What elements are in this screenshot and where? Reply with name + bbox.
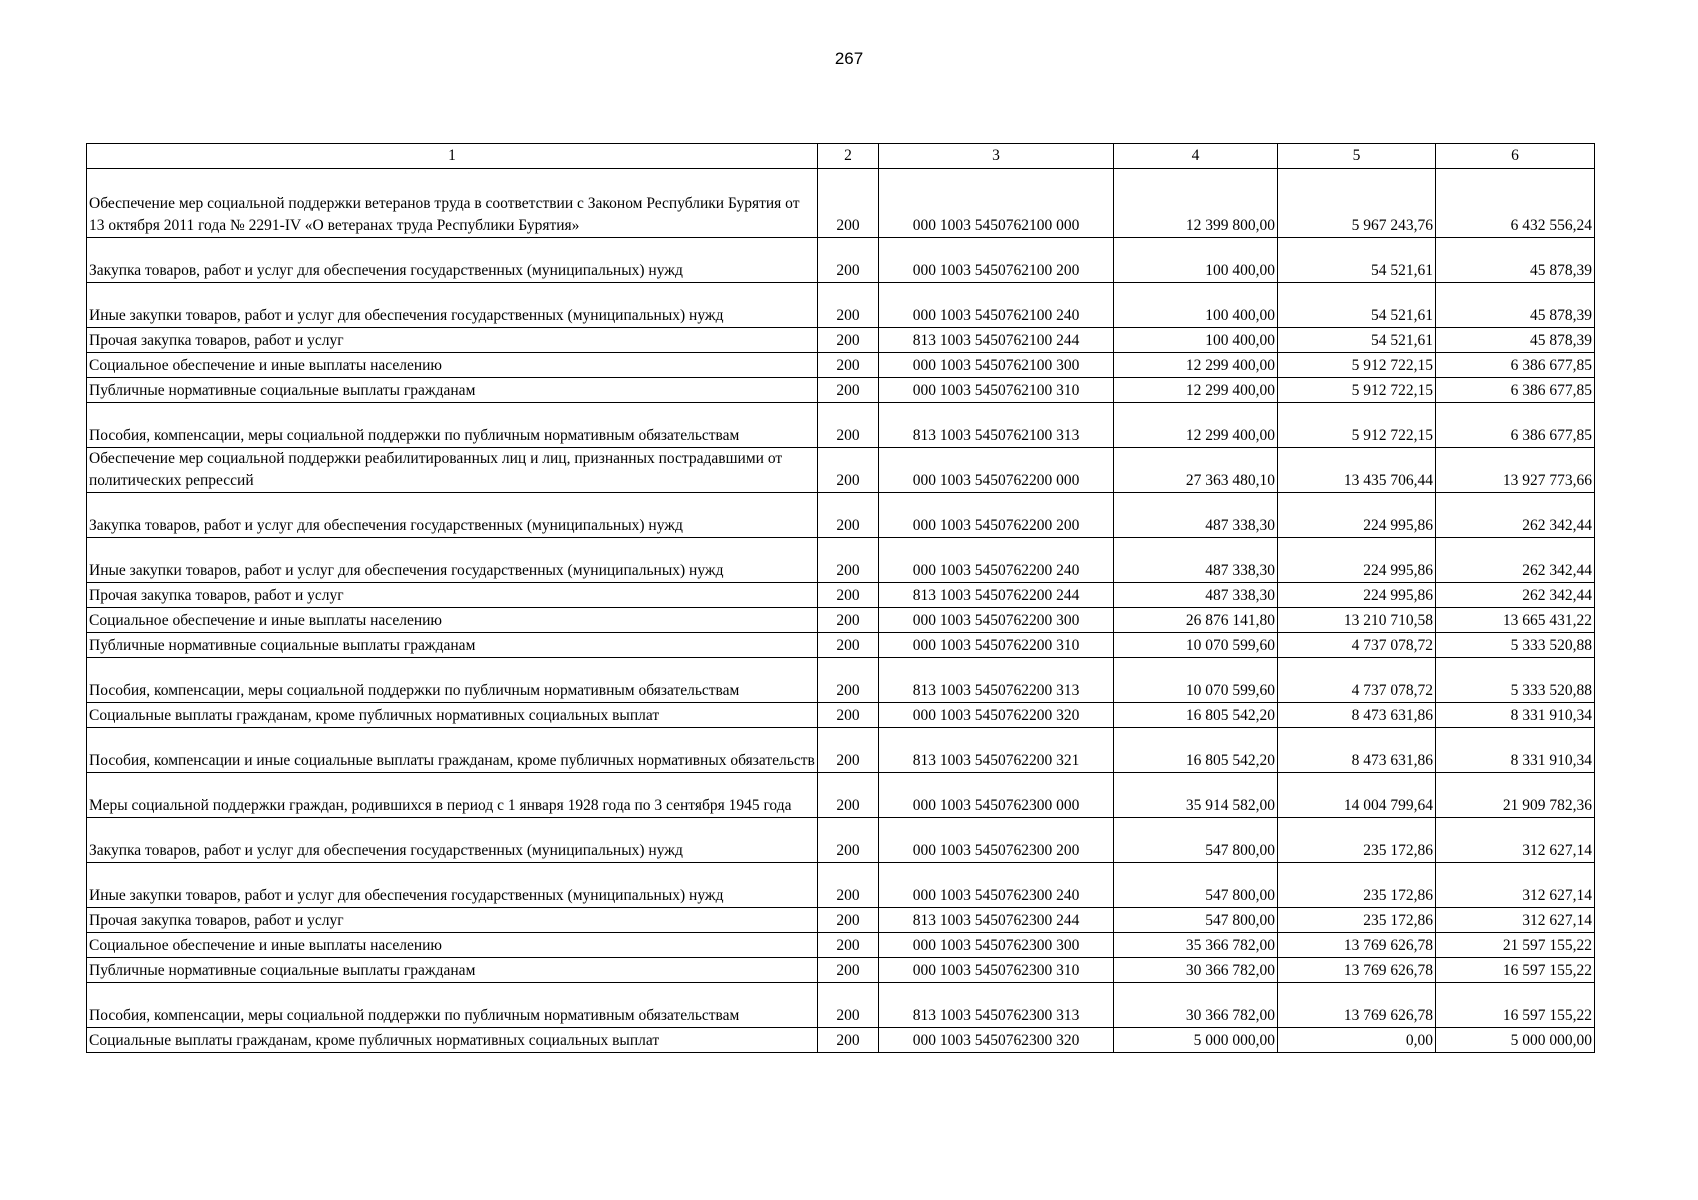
- row-amount-col6: 13 665 431,22: [1436, 608, 1595, 633]
- row-amount-col5: 235 172,86: [1278, 908, 1436, 933]
- row-type-cell: 200: [818, 353, 879, 378]
- table-row: [87, 608, 1595, 633]
- row-amount-col4: 10 070 599,60: [1114, 658, 1278, 703]
- page-number: 267: [834, 49, 864, 68]
- table-row: [87, 703, 1595, 728]
- row-amount-col5: 13 769 626,78: [1278, 933, 1436, 958]
- row-amount-col4: 547 800,00: [1114, 863, 1278, 908]
- table-row: [87, 773, 1595, 818]
- table-row: [87, 818, 1595, 863]
- row-amount-col4: 547 800,00: [1114, 908, 1278, 933]
- row-type-cell: 200: [818, 908, 879, 933]
- table-row: [87, 958, 1595, 983]
- row-name-cell: Публичные нормативные социальные выплаты гражданам: [87, 633, 818, 658]
- row-type-cell: 200: [818, 728, 879, 773]
- row-name-cell: Закупка товаров, работ и услуг для обеспечения государственных (муниципальных) нужд: [87, 493, 818, 538]
- row-amount-col5: 4 737 078,72: [1278, 658, 1436, 703]
- row-amount-col4: 100 400,00: [1114, 328, 1278, 353]
- row-amount-col5: 13 769 626,78: [1278, 983, 1436, 1028]
- row-name-cell: Обеспечение мер социальной поддержки ветеранов труда в соответствии с Законом Республики Бурятия от 13 октября 2011 года № 2291-IV «О ветеранах труда Республики Бурятия»: [87, 169, 818, 238]
- row-code-cell: 000 1003 5450762200 200: [879, 493, 1114, 538]
- row-code-cell: 000 1003 5450762300 320: [879, 1028, 1114, 1053]
- row-amount-col4: 5 000 000,00: [1114, 1028, 1278, 1053]
- row-amount-col4: 16 805 542,20: [1114, 703, 1278, 728]
- row-type-cell: 200: [818, 238, 879, 283]
- row-amount-col4: 35 366 782,00: [1114, 933, 1278, 958]
- row-name-cell: Закупка товаров, работ и услуг для обеспечения государственных (муниципальных) нужд: [87, 238, 818, 283]
- row-amount-col4: 26 876 141,80: [1114, 608, 1278, 633]
- row-name-cell: Пособия, компенсации и иные социальные выплаты гражданам, кроме публичных нормативных обязательств: [87, 728, 818, 773]
- row-code-cell: 000 1003 5450762100 240: [879, 283, 1114, 328]
- header-row: [87, 144, 1595, 169]
- column-header-5: 5: [1278, 144, 1436, 169]
- row-amount-col4: 547 800,00: [1114, 818, 1278, 863]
- row-code-cell: 813 1003 5450762200 321: [879, 728, 1114, 773]
- table-row: [87, 933, 1595, 958]
- row-amount-col4: 30 366 782,00: [1114, 983, 1278, 1028]
- table-row: [87, 983, 1595, 1028]
- row-amount-col4: 12 299 400,00: [1114, 403, 1278, 448]
- row-code-cell: 813 1003 5450762300 313: [879, 983, 1114, 1028]
- row-amount-col6: 312 627,14: [1436, 908, 1595, 933]
- row-amount-col6: 6 432 556,24: [1436, 169, 1595, 238]
- row-amount-col6: 45 878,39: [1436, 328, 1595, 353]
- row-name-cell: Публичные нормативные социальные выплаты гражданам: [87, 378, 818, 403]
- row-code-cell: 813 1003 5450762200 313: [879, 658, 1114, 703]
- row-amount-col5: 5 912 722,15: [1278, 403, 1436, 448]
- row-amount-col6: 5 333 520,88: [1436, 633, 1595, 658]
- row-amount-col4: 487 338,30: [1114, 538, 1278, 583]
- table-row: [87, 728, 1595, 773]
- row-amount-col6: 5 333 520,88: [1436, 658, 1595, 703]
- row-code-cell: 000 1003 5450762300 310: [879, 958, 1114, 983]
- row-code-cell: 000 1003 5450762200 240: [879, 538, 1114, 583]
- row-amount-col4: 12 299 400,00: [1114, 353, 1278, 378]
- row-code-cell: 000 1003 5450762200 310: [879, 633, 1114, 658]
- row-amount-col5: 5 912 722,15: [1278, 378, 1436, 403]
- row-name-cell: Социальное обеспечение и иные выплаты населению: [87, 933, 818, 958]
- row-amount-col4: 100 400,00: [1114, 283, 1278, 328]
- row-amount-col6: 16 597 155,22: [1436, 983, 1595, 1028]
- row-type-cell: 200: [818, 773, 879, 818]
- row-code-cell: 000 1003 5450762200 320: [879, 703, 1114, 728]
- row-amount-col4: 12 399 800,00: [1114, 169, 1278, 238]
- row-name-cell: Обеспечение мер социальной поддержки реабилитированных лиц и лиц, признанных пострадавшими от политических репрессий: [87, 448, 818, 493]
- column-header-1: 1: [87, 144, 818, 169]
- table-row: [87, 658, 1595, 703]
- row-amount-col4: 10 070 599,60: [1114, 633, 1278, 658]
- row-name-cell: Закупка товаров, работ и услуг для обеспечения государственных (муниципальных) нужд: [87, 818, 818, 863]
- row-code-cell: 000 1003 5450762300 300: [879, 933, 1114, 958]
- row-code-cell: 000 1003 5450762300 240: [879, 863, 1114, 908]
- row-amount-col5: 54 521,61: [1278, 328, 1436, 353]
- table-row: [87, 633, 1595, 658]
- row-amount-col6: 262 342,44: [1436, 493, 1595, 538]
- table-row: [87, 583, 1595, 608]
- table-row: [87, 328, 1595, 353]
- row-type-cell: 200: [818, 703, 879, 728]
- table-body: [87, 169, 1595, 1053]
- row-amount-col6: 45 878,39: [1436, 283, 1595, 328]
- row-amount-col6: 13 927 773,66: [1436, 448, 1595, 493]
- row-name-cell: Пособия, компенсации, меры социальной поддержки по публичным нормативным обязательствам: [87, 403, 818, 448]
- row-amount-col5: 224 995,86: [1278, 493, 1436, 538]
- table-header: [87, 144, 1595, 169]
- row-name-cell: Социальные выплаты гражданам, кроме публичных нормативных социальных выплат: [87, 1028, 818, 1053]
- row-amount-col6: 312 627,14: [1436, 863, 1595, 908]
- row-amount-col5: 13 435 706,44: [1278, 448, 1436, 493]
- row-type-cell: 200: [818, 633, 879, 658]
- row-code-cell: 813 1003 5450762300 244: [879, 908, 1114, 933]
- row-amount-col5: 8 473 631,86: [1278, 728, 1436, 773]
- row-name-cell: Иные закупки товаров, работ и услуг для обеспечения государственных (муниципальных) нужд: [87, 538, 818, 583]
- row-amount-col6: 8 331 910,34: [1436, 703, 1595, 728]
- table-row: [87, 169, 1595, 238]
- row-amount-col4: 30 366 782,00: [1114, 958, 1278, 983]
- row-type-cell: 200: [818, 283, 879, 328]
- row-code-cell: 000 1003 5450762100 300: [879, 353, 1114, 378]
- row-type-cell: 200: [818, 818, 879, 863]
- row-amount-col5: 235 172,86: [1278, 863, 1436, 908]
- row-name-cell: Меры социальной поддержки граждан, родившихся в период с 1 января 1928 года по 3 сентября 1945 года: [87, 773, 818, 818]
- row-amount-col4: 487 338,30: [1114, 493, 1278, 538]
- row-amount-col5: 5 912 722,15: [1278, 353, 1436, 378]
- row-name-cell: Социальное обеспечение и иные выплаты населению: [87, 608, 818, 633]
- table-row: [87, 283, 1595, 328]
- row-amount-col5: 14 004 799,64: [1278, 773, 1436, 818]
- row-code-cell: 000 1003 5450762100 000: [879, 169, 1114, 238]
- row-code-cell: 000 1003 5450762200 000: [879, 448, 1114, 493]
- row-amount-col4: 100 400,00: [1114, 238, 1278, 283]
- row-code-cell: 000 1003 5450762300 000: [879, 773, 1114, 818]
- row-amount-col5: 4 737 078,72: [1278, 633, 1436, 658]
- table-row: [87, 403, 1595, 448]
- row-name-cell: Прочая закупка товаров, работ и услуг: [87, 583, 818, 608]
- row-amount-col4: 12 299 400,00: [1114, 378, 1278, 403]
- row-name-cell: Публичные нормативные социальные выплаты гражданам: [87, 958, 818, 983]
- table-row: [87, 353, 1595, 378]
- row-name-cell: Прочая закупка товаров, работ и услуг: [87, 328, 818, 353]
- row-code-cell: 000 1003 5450762300 200: [879, 818, 1114, 863]
- row-type-cell: 200: [818, 493, 879, 538]
- row-amount-col5: 8 473 631,86: [1278, 703, 1436, 728]
- row-code-cell: 813 1003 5450762100 313: [879, 403, 1114, 448]
- table-row: [87, 238, 1595, 283]
- budget-table: [86, 143, 1595, 1053]
- row-amount-col4: 487 338,30: [1114, 583, 1278, 608]
- table-row: [87, 538, 1595, 583]
- table-row: [87, 908, 1595, 933]
- row-amount-col5: 235 172,86: [1278, 818, 1436, 863]
- row-type-cell: 200: [818, 169, 879, 238]
- row-amount-col4: 27 363 480,10: [1114, 448, 1278, 493]
- row-code-cell: 000 1003 5450762200 300: [879, 608, 1114, 633]
- row-type-cell: 200: [818, 448, 879, 493]
- row-type-cell: 200: [818, 538, 879, 583]
- row-amount-col5: 224 995,86: [1278, 538, 1436, 583]
- row-amount-col5: 54 521,61: [1278, 238, 1436, 283]
- row-name-cell: Пособия, компенсации, меры социальной поддержки по публичным нормативным обязательствам: [87, 983, 818, 1028]
- row-amount-col6: 16 597 155,22: [1436, 958, 1595, 983]
- row-amount-col5: 13 210 710,58: [1278, 608, 1436, 633]
- row-amount-col6: 6 386 677,85: [1436, 403, 1595, 448]
- row-name-cell: Иные закупки товаров, работ и услуг для обеспечения государственных (муниципальных) нужд: [87, 283, 818, 328]
- row-amount-col6: 6 386 677,85: [1436, 378, 1595, 403]
- row-amount-col5: 13 769 626,78: [1278, 958, 1436, 983]
- row-amount-col6: 5 000 000,00: [1436, 1028, 1595, 1053]
- row-amount-col6: 21 597 155,22: [1436, 933, 1595, 958]
- row-code-cell: 813 1003 5450762200 244: [879, 583, 1114, 608]
- row-amount-col6: 8 331 910,34: [1436, 728, 1595, 773]
- row-amount-col6: 45 878,39: [1436, 238, 1595, 283]
- row-type-cell: 200: [818, 403, 879, 448]
- row-amount-col6: 312 627,14: [1436, 818, 1595, 863]
- row-type-cell: 200: [818, 658, 879, 703]
- row-type-cell: 200: [818, 583, 879, 608]
- row-code-cell: 000 1003 5450762100 200: [879, 238, 1114, 283]
- row-type-cell: 200: [818, 1028, 879, 1053]
- row-amount-col5: 224 995,86: [1278, 583, 1436, 608]
- row-code-cell: 000 1003 5450762100 310: [879, 378, 1114, 403]
- column-header-4: 4: [1114, 144, 1278, 169]
- row-type-cell: 200: [818, 983, 879, 1028]
- row-amount-col6: 21 909 782,36: [1436, 773, 1595, 818]
- row-code-cell: 813 1003 5450762100 244: [879, 328, 1114, 353]
- column-header-2: 2: [818, 144, 879, 169]
- row-name-cell: Иные закупки товаров, работ и услуг для обеспечения государственных (муниципальных) нужд: [87, 863, 818, 908]
- row-name-cell: Прочая закупка товаров, работ и услуг: [87, 908, 818, 933]
- row-type-cell: 200: [818, 378, 879, 403]
- table-row: [87, 378, 1595, 403]
- table-row: [87, 493, 1595, 538]
- table-row: [87, 1028, 1595, 1053]
- row-type-cell: 200: [818, 958, 879, 983]
- row-amount-col4: 35 914 582,00: [1114, 773, 1278, 818]
- row-amount-col6: 6 386 677,85: [1436, 353, 1595, 378]
- row-amount-col5: 5 967 243,76: [1278, 169, 1436, 238]
- column-header-3: 3: [879, 144, 1114, 169]
- row-amount-col5: 0,00: [1278, 1028, 1436, 1053]
- row-type-cell: 200: [818, 608, 879, 633]
- row-name-cell: Пособия, компенсации, меры социальной поддержки по публичным нормативным обязательствам: [87, 658, 818, 703]
- row-amount-col4: 16 805 542,20: [1114, 728, 1278, 773]
- column-header-6: 6: [1436, 144, 1595, 169]
- row-type-cell: 200: [818, 933, 879, 958]
- row-type-cell: 200: [818, 863, 879, 908]
- row-amount-col6: 262 342,44: [1436, 538, 1595, 583]
- row-name-cell: Социальное обеспечение и иные выплаты населению: [87, 353, 818, 378]
- row-type-cell: 200: [818, 328, 879, 353]
- row-amount-col6: 262 342,44: [1436, 583, 1595, 608]
- table-row: [87, 448, 1595, 493]
- table-row: [87, 863, 1595, 908]
- row-name-cell: Социальные выплаты гражданам, кроме публичных нормативных социальных выплат: [87, 703, 818, 728]
- row-amount-col5: 54 521,61: [1278, 283, 1436, 328]
